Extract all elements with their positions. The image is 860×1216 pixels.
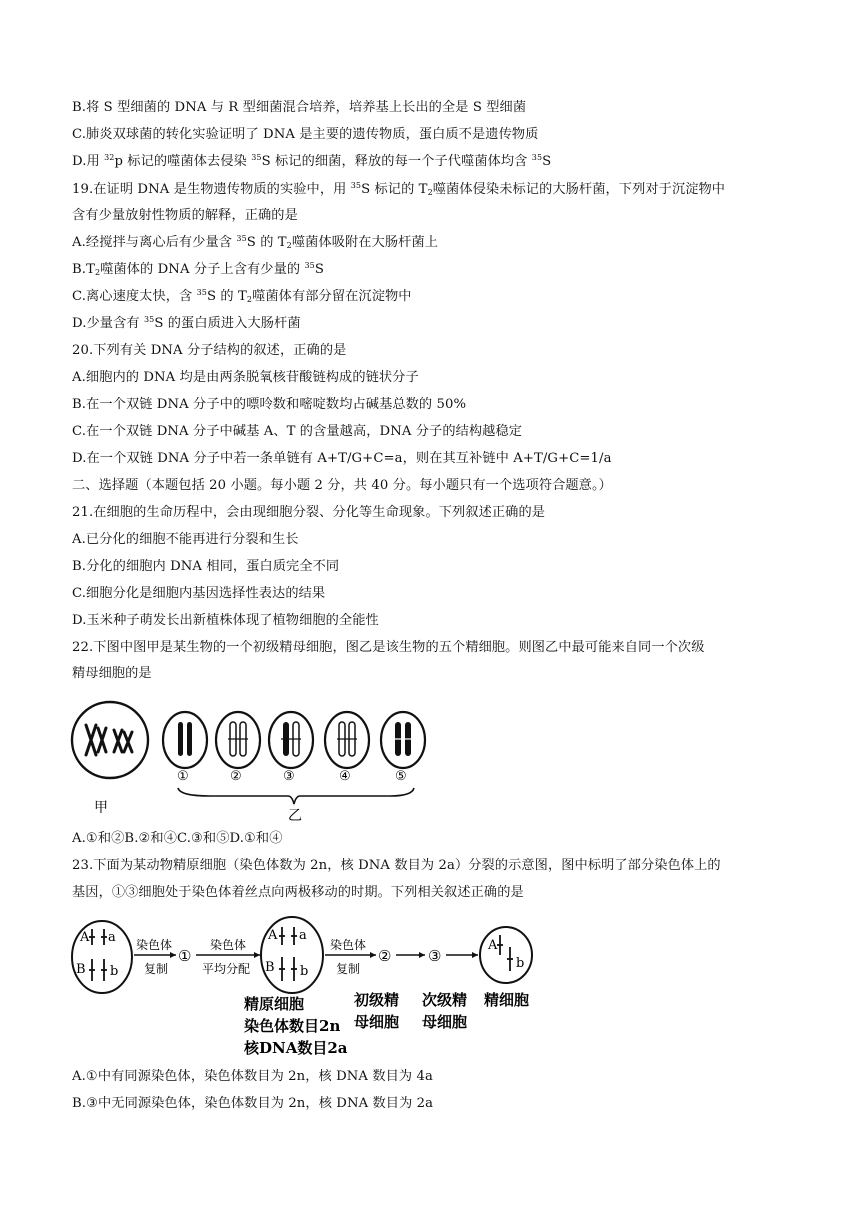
label-secondary-2: 母细胞 (422, 1013, 468, 1031)
q20-option-c: C.在一个双链 DNA 分子中碱基 A、T 的含量越高，DNA 分子的结构越稳定 (72, 424, 523, 439)
label-cell-4: ④ (339, 769, 351, 784)
section-two-heading: 二、选择题（本题包括 20 小题。每小题 2 分，共 40 分。每小题只有一个选项符合题意。） (72, 478, 612, 493)
q19-stem: 19.在证明 DNA 是生物遗传物质的实验中，用 $^{35}$S 标记的 $T_2$噬菌体侵染未标记的大肠杆菌，下列对于沉淀物中 (72, 181, 726, 197)
q20-option-d: D.在一个双链 DNA 分子中若一条单链有 A+T/G+C=a，则在其互补链中 A+T/G+C=1/a (72, 451, 612, 466)
gene-a: a (299, 928, 307, 943)
stage-3: ③ (428, 947, 442, 965)
chromosomes-spermatogonium (279, 927, 297, 981)
q23-stem-line2: 基因，①③细胞处于染色体着丝点向两极移动的时期。下列相关叙述正确的是 (72, 885, 524, 900)
q21-option-d: D.玉米种子萌发长出新植株体现了植物细胞的全能性 (72, 613, 379, 628)
q21-stem: 21.在细胞的生命历程中，会由现细胞分裂、分化等生命现象。下列叙述正确的是 (72, 505, 546, 520)
q23-option-b: B.③中无同源染色体，染色体数目为 2n，核 DNA 数目为 2a (72, 1096, 434, 1111)
label-cell-1: ① (177, 769, 189, 784)
q20-option-a: A.细胞内的 DNA 均是由两条脱氧核苷酸链构成的链状分子 (72, 370, 419, 385)
gene-b: b (516, 956, 525, 971)
q20-option-b: B.在一个双链 DNA 分子中的嘌呤数和嘧啶数均占碱基总数的 50% (72, 397, 467, 412)
label-chromosome-count: 染色体数目2n (244, 1017, 341, 1035)
q21-option-a: A.已分化的细胞不能再进行分裂和生长 (72, 532, 299, 547)
q22-options: A.①和②B.②和④C.③和⑤D.①和④ (72, 831, 283, 846)
label-primary-2: 母细胞 (354, 1013, 400, 1031)
label-cell-3: ③ (283, 769, 295, 784)
label-jia: 甲 (94, 800, 108, 816)
q19-option-c: C.离心速度太快，含 $^{35}$S 的 $T_2$噬菌体有部分留在沉淀物中 (72, 288, 412, 304)
gene-A: A (268, 928, 278, 943)
gene-B: B (265, 960, 275, 975)
label-primary-1: 初级精 (354, 991, 400, 1009)
cell-5 (381, 712, 425, 768)
label-cell-2: ② (230, 769, 242, 784)
cell-sperm (480, 927, 532, 983)
gene-B: B (76, 962, 86, 977)
q21-option-c: C.细胞分化是细胞内基因选择性表达的结果 (72, 586, 326, 601)
label-cell-5: ⑤ (395, 769, 407, 784)
cell-1 (163, 712, 207, 768)
label-secondary-1: 次级精 (422, 991, 468, 1009)
label-sperm: 精细胞 (484, 991, 530, 1009)
arrow2-top-label: 染色体 (210, 938, 247, 952)
q22-stem: 22.下图中图甲是某生物的一个初级精母细胞，图乙是该生物的五个精细胞。则图乙中最可能来自同一个次级 (72, 640, 705, 655)
q20-stem: 20.下列有关 DNA 分子结构的叙述，正确的是 (72, 343, 347, 358)
gene-a: a (108, 930, 116, 945)
homologous-pair-icon (86, 725, 132, 755)
arrow3-bottom-label: 复制 (336, 962, 361, 976)
q19-option-d: D.少量含有 $^{35}$S 的蛋白质进入大肠杆菌 (72, 315, 301, 331)
chromosomes-start (89, 929, 107, 981)
arrow3-top-label: 染色体 (330, 938, 367, 952)
q22-figure (70, 700, 440, 825)
q19-option-a: A.经搅拌与离心后有少量含 $^{35}$S 的 $T_2$噬菌体吸附在大肠杆菌上 (72, 234, 439, 250)
q23-option-a: A.①中有同源染色体，染色体数目为 2n，核 DNA 数目为 4a (72, 1069, 433, 1084)
label-spermatogonium: 精原细胞 (244, 995, 305, 1013)
cell-2 (216, 712, 260, 768)
brace-icon (178, 788, 414, 804)
chromosomes-sperm (497, 935, 513, 971)
q19-stem-line2: 含有少量放射性物质的解释，正确的是 (72, 208, 298, 223)
stage-2: ② (378, 947, 392, 965)
cell-3 (269, 712, 313, 768)
arrow2-bottom-label: 平均分配 (202, 962, 251, 976)
stage-1: ① (178, 947, 192, 965)
gene-b: b (110, 964, 119, 979)
q18-option-b: B.将 S 型细菌的 DNA 与 R 型细菌混合培养，培养基上长出的全是 S 型细菌 (72, 100, 527, 115)
gene-b: b (300, 964, 309, 979)
cell-jia (72, 702, 148, 778)
cell-4 (325, 712, 369, 768)
gene-A: A (80, 930, 90, 945)
q22-stem-line2: 精母细胞的是 (72, 666, 152, 681)
arrow1-bottom-label: 复制 (144, 962, 169, 976)
q21-option-b: B.分化的细胞内 DNA 相同，蛋白质完全不同 (72, 559, 340, 574)
label-dna-count: 核DNA数目2a (244, 1039, 348, 1057)
q18-option-d: D.用 $^{32}$p 标记的噬菌体去侵染 $^{35}$S 标记的细菌，释放的每一个子代噬菌体均含 $^{35}$S (72, 153, 552, 169)
label-yi: 乙 (288, 808, 302, 824)
gene-A: A (488, 938, 498, 953)
q23-stem: 23.下面为某动物精原细胞（染色体数为 2n，核 DNA 数目为 2a）分裂的示意图，图中标明了部分染色体上的 (72, 858, 721, 873)
q18-option-c: C.肺炎双球菌的转化实验证明了 DNA 是主要的遗传物质，蛋白质不是遗传物质 (72, 127, 539, 142)
q23-figure (70, 915, 540, 1060)
arrow1-top-label: 染色体 (136, 938, 173, 952)
q19-option-b: $B.T_2$噬菌体的 DNA 分子上含有少量的 $^{35}$S (72, 261, 324, 277)
